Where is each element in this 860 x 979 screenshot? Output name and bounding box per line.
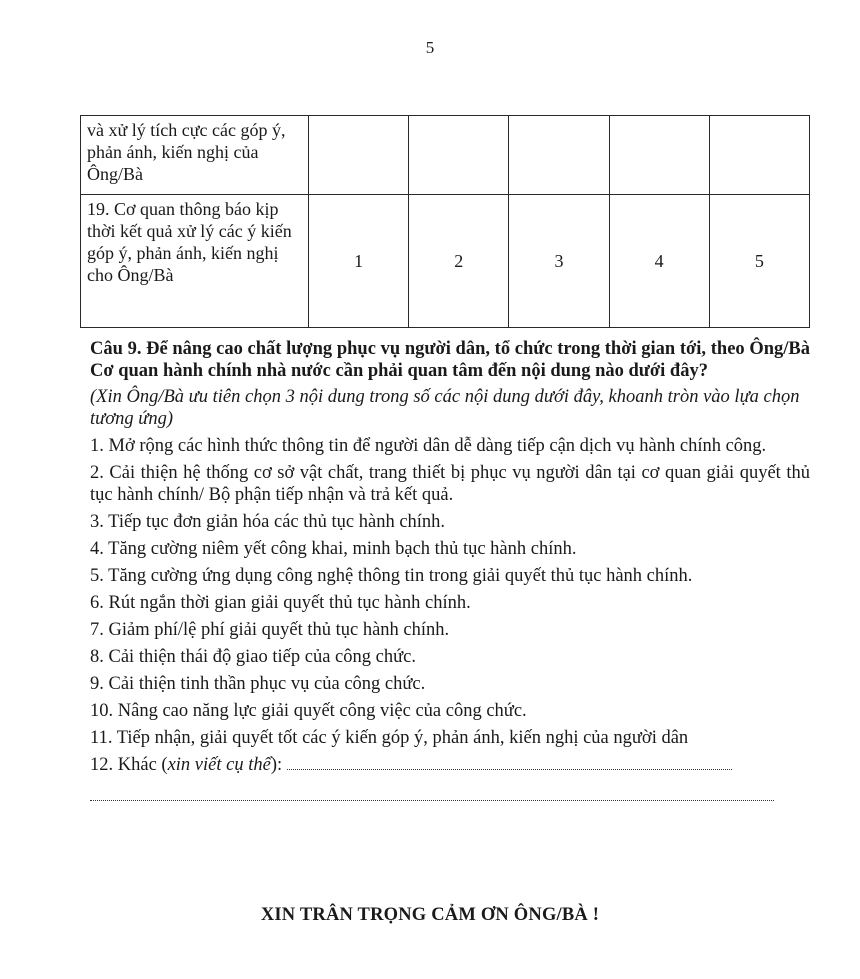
option-other[interactable] (90, 754, 810, 776)
rating-cell[interactable] (609, 116, 709, 195)
option-item[interactable]: 6. Rút ngắn thời gian giải quyết thủ tục hành chính. (90, 593, 471, 613)
option-other-suffix: ): (270, 755, 283, 775)
option-other-hint: xin viết cụ thể (167, 755, 271, 775)
row-label: 19. Cơ quan thông báo kịp thời kết quả xử lý các ý kiến góp ý, phản ánh, kiến nghị cho Ông/Bà (81, 195, 309, 328)
other-answer-line[interactable] (90, 786, 774, 801)
closing-message: XIN TRÂN TRỌNG CẢM ƠN ÔNG/BÀ ! (260, 905, 600, 925)
rating-cell-5[interactable]: 5 (709, 195, 809, 328)
row-label: và xử lý tích cực các góp ý, phản ánh, kiến nghị của Ông/Bà (81, 116, 309, 195)
option-item[interactable]: 4. Tăng cường niêm yết công khai, minh bạch thủ tục hành chính. (90, 539, 577, 559)
rating-cell[interactable] (509, 116, 609, 195)
rating-table (80, 115, 810, 328)
rating-cell-3[interactable]: 3 (509, 195, 609, 328)
other-answer-field[interactable] (287, 755, 732, 770)
rating-cell-2[interactable]: 2 (409, 195, 509, 328)
option-item[interactable]: 5. Tăng cường ứng dụng công nghệ thông tin trong giải quyết thủ tục hành chính. (90, 566, 693, 586)
table-row (81, 195, 810, 328)
option-item[interactable]: 9. Cải thiện tinh thần phục vụ của công chức. (90, 674, 426, 694)
option-item[interactable]: 2. Cải thiện hệ thống cơ sở vật chất, trang thiết bị phục vụ người dân tại cơ quan giải quyết thủ tục hành chính/ Bộ phận tiếp nhận và trả kết quả. (90, 463, 810, 505)
rating-cell[interactable] (309, 116, 409, 195)
option-item[interactable]: 11. Tiếp nhận, giải quyết tốt các ý kiến góp ý, phản ánh, kiến nghị của người dân (90, 728, 689, 748)
rating-cell[interactable] (409, 116, 509, 195)
option-item[interactable]: 3. Tiếp tục đơn giản hóa các thủ tục hành chính. (90, 512, 446, 532)
option-item[interactable]: 1. Mở rộng các hình thức thông tin để người dân dễ dàng tiếp cận dịch vụ hành chính công. (90, 436, 767, 456)
question-title: Câu 9. Để nâng cao chất lượng phục vụ người dân, tổ chức trong thời gian tới, theo Ông/Bà Cơ quan hành chính nhà nước cần phải quan tâm đến nội dung nào dưới đây? (90, 339, 810, 381)
question-section (90, 338, 810, 801)
page-number: 5 (425, 38, 435, 57)
question-instruction: (Xin Ông/Bà ưu tiên chọn 3 nội dung trong số các nội dung dưới đây, khoanh tròn vào lựa chọn tương ứng) (90, 387, 800, 429)
option-item[interactable]: 7. Giảm phí/lệ phí giải quyết thủ tục hành chính. (90, 620, 450, 640)
table-row (81, 116, 810, 195)
option-item[interactable]: 8. Cải thiện thái độ giao tiếp của công chức. (90, 647, 416, 667)
option-other-prefix: 12. Khác ( (90, 755, 168, 775)
option-item[interactable]: 10. Nâng cao năng lực giải quyết công việc của công chức. (90, 701, 527, 721)
rating-cell[interactable] (709, 116, 809, 195)
rating-cell-1[interactable]: 1 (309, 195, 409, 328)
rating-cell-4[interactable]: 4 (609, 195, 709, 328)
